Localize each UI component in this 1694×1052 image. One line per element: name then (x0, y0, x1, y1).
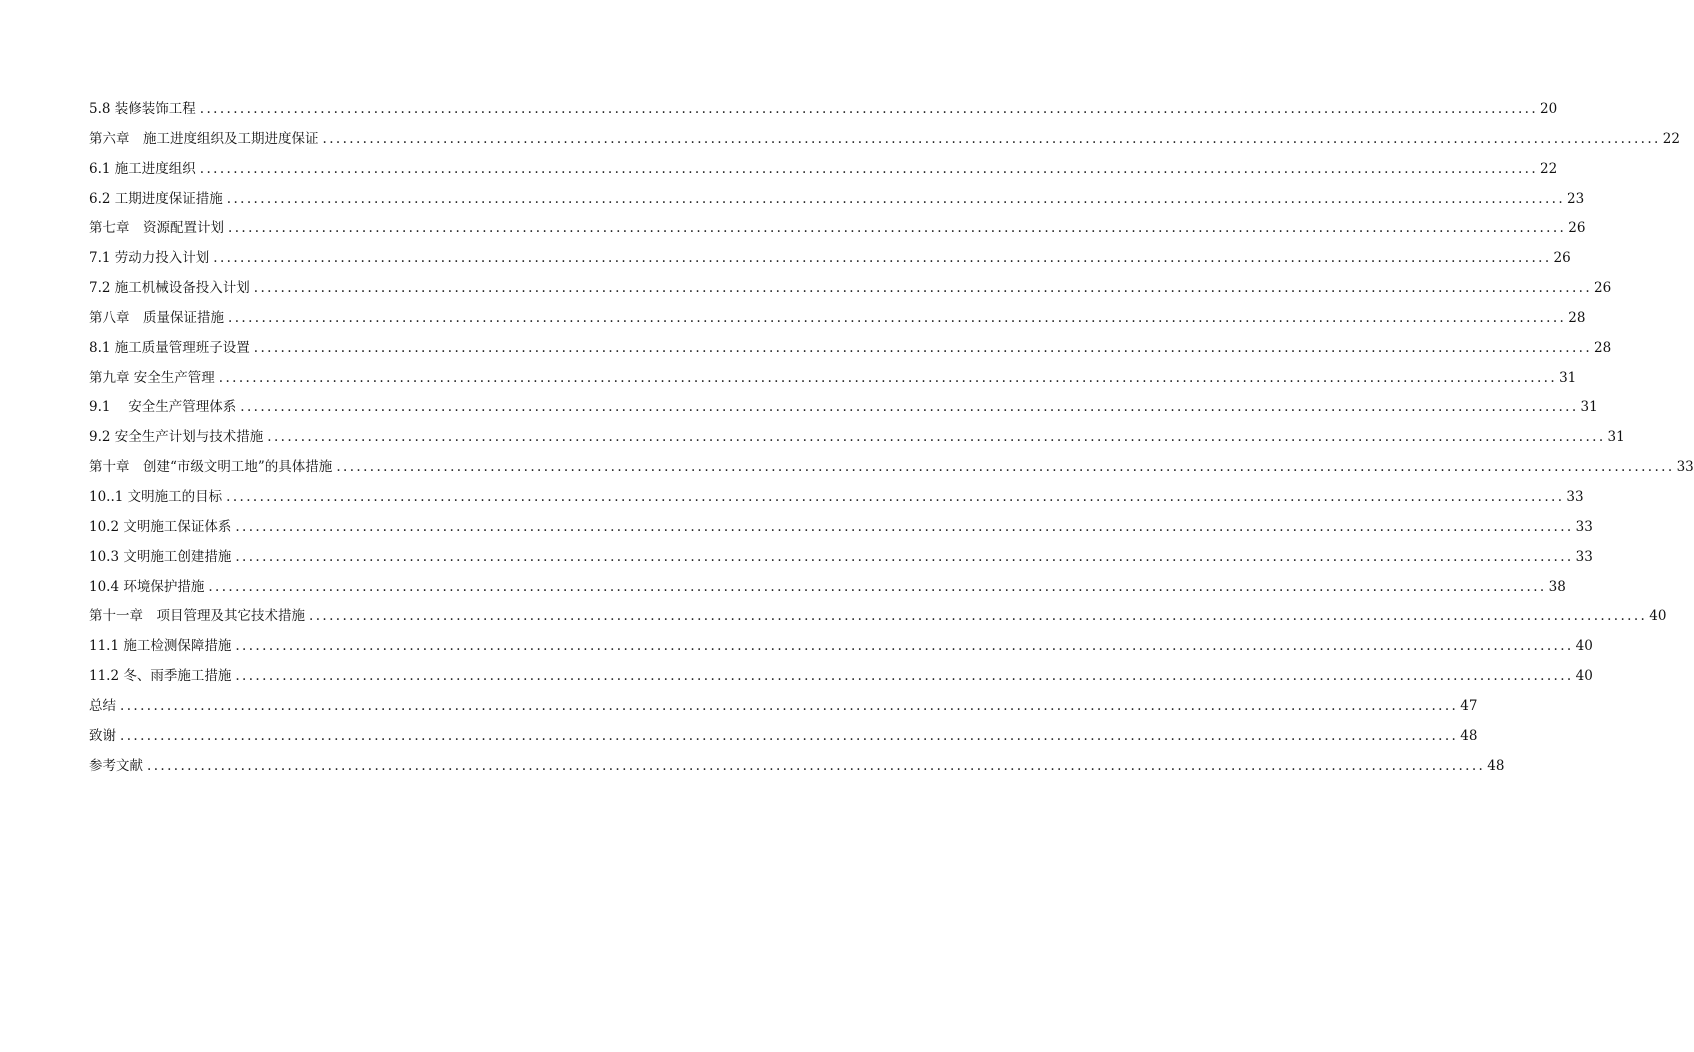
toc-entry-page: 26 (1594, 280, 1612, 297)
toc-dot-leader: ........................................................................................................................................................................................................ (336, 459, 1675, 476)
toc-entry-page: 40 (1575, 668, 1593, 685)
toc-dot-leader: ........................................................................................................................................................................................................ (226, 488, 1565, 505)
toc-entry-page: 20 (1540, 101, 1558, 117)
toc-entry[interactable] (89, 632, 1593, 662)
toc-entry[interactable] (89, 214, 1586, 244)
toc-entry[interactable] (89, 543, 1593, 573)
toc-entry-page: 33 (1575, 518, 1593, 535)
toc-entry-page: 33 (1575, 548, 1593, 565)
toc-entry[interactable] (89, 483, 1584, 513)
toc-entry-title: 7.1 劳动力投入计划 (89, 250, 210, 267)
toc-entry-title: 10..1 文明施工的目标 (89, 488, 223, 505)
toc-entry-page: 33 (1676, 459, 1694, 476)
toc-entry[interactable] (89, 364, 1577, 394)
toc-entry-title: 10.3 文明施工创建措施 (89, 548, 232, 565)
table-of-contents (89, 95, 1694, 781)
toc-entry[interactable] (89, 244, 1571, 274)
toc-entry-title: 参考文献 (89, 757, 143, 774)
toc-entry-page: 40 (1575, 638, 1593, 655)
toc-entry-title: 11.1 施工检测保障措施 (89, 638, 232, 655)
toc-entry-page: 28 (1568, 309, 1586, 326)
toc-dot-leader: ........................................................................................................................................................................................................ (218, 369, 1558, 386)
toc-entry-title: 第九章 安全生产管理 (89, 369, 215, 386)
toc-entry[interactable] (89, 423, 1625, 453)
toc-dot-leader: ........................................................................................................................................................................................................ (235, 638, 1574, 655)
toc-entry[interactable] (89, 602, 1667, 632)
toc-dot-leader: ........................................................................................................................................................................................................ (322, 130, 1661, 147)
toc-dot-leader: ........................................................................................................................................................................................................ (120, 697, 1459, 714)
toc-entry-title: 6.2 工期进度保证措施 (89, 190, 223, 207)
toc-dot-leader: ........................................................................................................................................................................................................ (147, 757, 1486, 774)
toc-entry[interactable] (89, 125, 1680, 155)
toc-entry-page: 40 (1649, 608, 1667, 625)
toc-entry-page: 31 (1607, 429, 1625, 446)
toc-entry-page: 31 (1559, 369, 1577, 386)
toc-entry[interactable] (89, 513, 1593, 543)
toc-entry[interactable] (89, 95, 1558, 125)
toc-entry-page: 33 (1566, 488, 1584, 505)
toc-dot-leader: ........................................................................................................................................................................................................ (226, 190, 1566, 207)
toc-dot-leader: ........................................................................................................................................................................................................ (208, 578, 1547, 595)
toc-entry-title: 第十章 创建“市级文明工地”的具体措施 (89, 459, 333, 476)
toc-entry[interactable] (89, 304, 1586, 334)
toc-entry[interactable] (89, 155, 1558, 185)
toc-entry-title: 第七章 资源配置计划 (89, 220, 224, 237)
toc-entry-page: 31 (1580, 399, 1598, 416)
toc-entry-title: 第十一章 项目管理及其它技术措施 (89, 608, 305, 625)
toc-dot-leader: ........................................................................................................................................................................................................ (228, 220, 1567, 237)
toc-entry[interactable] (89, 662, 1593, 692)
toc-entry[interactable] (89, 453, 1694, 483)
toc-entry[interactable] (89, 722, 1478, 752)
toc-entry-title: 5.8 装修装饰工程 (89, 101, 196, 117)
toc-dot-leader: ........................................................................................................................................................................................................ (253, 280, 1593, 297)
toc-entry[interactable] (89, 393, 1598, 423)
toc-entry-page: 28 (1594, 339, 1612, 356)
toc-entry-page: 48 (1487, 757, 1505, 774)
toc-entry-title: 9.2 安全生产计划与技术措施 (89, 429, 264, 446)
toc-dot-leader: ........................................................................................................................................................................................................ (199, 101, 1539, 117)
toc-dot-leader: ........................................................................................................................................................................................................ (235, 548, 1574, 565)
toc-entry[interactable] (89, 692, 1478, 722)
toc-dot-leader: ........................................................................................................................................................................................................ (120, 727, 1459, 744)
toc-entry-title: 第八章 质量保证措施 (89, 309, 224, 326)
toc-dot-leader: ........................................................................................................................................................................................................ (309, 608, 1648, 625)
toc-entry[interactable] (89, 573, 1566, 603)
toc-entry[interactable] (89, 185, 1585, 215)
toc-entry-title: 9.1 安全生产管理体系 (89, 399, 237, 416)
toc-entry-title: 7.2 施工机械设备投入计划 (89, 280, 250, 297)
toc-dot-leader: ........................................................................................................................................................................................................ (235, 668, 1574, 685)
toc-entry-page: 22 (1540, 160, 1558, 177)
toc-entry-title: 6.1 施工进度组织 (89, 160, 196, 177)
toc-entry[interactable] (89, 274, 1612, 304)
toc-dot-leader: ........................................................................................................................................................................................................ (235, 518, 1574, 535)
toc-entry-page: 23 (1567, 190, 1585, 207)
toc-dot-leader: ........................................................................................................................................................................................................ (228, 309, 1567, 326)
toc-dot-leader: ........................................................................................................................................................................................................ (240, 399, 1579, 416)
toc-entry-page: 26 (1568, 220, 1586, 237)
toc-entry-page: 48 (1460, 727, 1478, 744)
toc-entry-title: 致谢 (89, 727, 116, 744)
toc-entry-title: 11.2 冬、雨季施工措施 (89, 668, 232, 685)
toc-entry-page: 47 (1460, 697, 1478, 714)
toc-entry-page: 22 (1662, 130, 1680, 147)
toc-entry-title: 10.4 环境保护措施 (89, 578, 205, 595)
toc-entry[interactable] (89, 334, 1612, 364)
toc-entry-title: 8.1 施工质量管理班子设置 (89, 339, 250, 356)
toc-dot-leader: ........................................................................................................................................................................................................ (253, 339, 1593, 356)
toc-entry-page: 38 (1548, 578, 1566, 595)
toc-entry-title: 总结 (89, 697, 116, 714)
toc-dot-leader: ........................................................................................................................................................................................................ (267, 429, 1606, 446)
toc-entry-title: 10.2 文明施工保证体系 (89, 518, 232, 535)
toc-entry[interactable] (89, 752, 1505, 782)
toc-dot-leader: ........................................................................................................................................................................................................ (199, 160, 1539, 177)
toc-entry-page: 26 (1553, 250, 1571, 267)
toc-dot-leader: ........................................................................................................................................................................................................ (213, 250, 1552, 267)
toc-entry-title: 第六章 施工进度组织及工期进度保证 (89, 130, 319, 147)
